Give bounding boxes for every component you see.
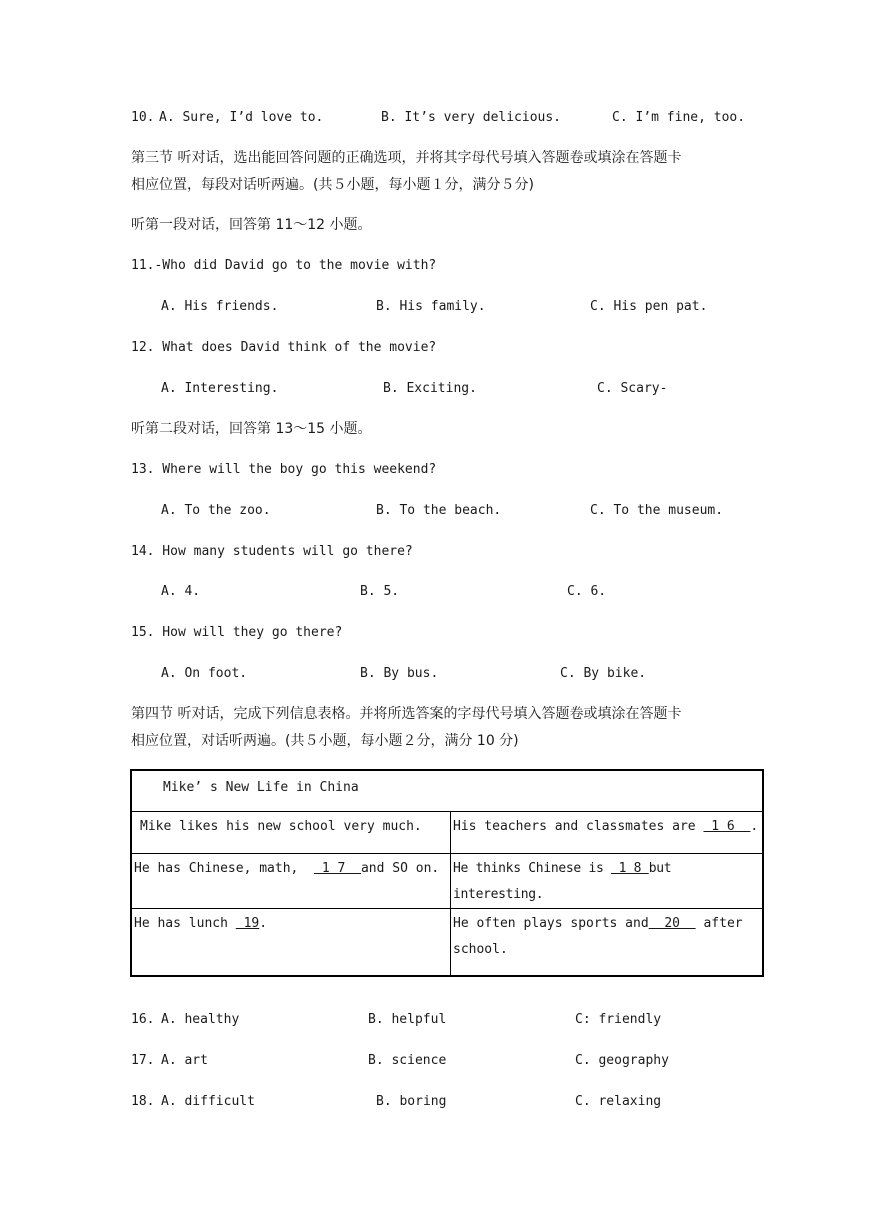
- table-r3-left-suffix: .: [259, 915, 268, 931]
- q13-option-c: C. To the museum.: [590, 503, 724, 518]
- section4-instructions-line1: 第四节 听对话，完成下列信息表格。并将所选答案的字母代号填入答题卷或填涂在答题卡: [131, 706, 682, 722]
- q17-number: 17.: [131, 1053, 155, 1068]
- table-title: Mike’ s New Life in China: [163, 780, 359, 795]
- table-cell-r3-right: [451, 908, 764, 976]
- q13-option-b: B. To the beach.: [376, 503, 502, 518]
- table-r2-right-suffix: but interesting.: [453, 860, 679, 902]
- table-r3-left-text: [132, 909, 450, 937]
- q11-question: 11.-Who did David go to the movie with?: [131, 258, 437, 273]
- blank-18: 1 8: [611, 860, 649, 876]
- q13-option-a: A. To the zoo.: [161, 503, 271, 518]
- table-r1-left-text: Mike likes his new school very much.: [140, 818, 422, 834]
- info-table: [130, 769, 764, 977]
- table-r1-right-prefix: His teachers and classmates are: [453, 818, 704, 834]
- q15-option-a: A. On foot.: [161, 666, 248, 681]
- q12-option-c: C. Scary-: [597, 381, 668, 396]
- section4-instructions-line2: 相应位置，对话听两遍。(共５小题，每小题２分，满分 10 分): [131, 733, 519, 749]
- q16-number: 16.: [131, 1012, 155, 1027]
- q17-option-c: C. geography: [575, 1053, 669, 1068]
- q12-option-b: B. Exciting.: [383, 381, 477, 396]
- q14-option-c: C. 6.: [567, 584, 607, 599]
- q15-option-c: C. By bike.: [560, 666, 647, 681]
- q17-option-b: B. science: [368, 1053, 447, 1068]
- q17-option-a: A. art: [161, 1053, 208, 1068]
- table-r2-right-text: [451, 854, 762, 908]
- blank-19: 19: [235, 915, 260, 931]
- table-cell-r2-left: [131, 853, 451, 908]
- q12-question: 12. What does David think of the movie?: [131, 340, 437, 355]
- table-cell-r1-left: [131, 811, 451, 853]
- q14-option-b: B. 5.: [360, 584, 400, 599]
- q10-number: 10.: [131, 110, 155, 125]
- blank-20: 20: [648, 915, 696, 931]
- table-r3-right-text: [451, 909, 755, 963]
- q10-option-a: A. Sure, I’d love to.: [159, 110, 324, 125]
- table-r2-left-prefix: He has Chinese, math,: [134, 860, 315, 876]
- table-cell-r2-right: [451, 853, 764, 908]
- dialog2-heading: 听第二段对话，回答第 13～15 小题。: [131, 421, 372, 437]
- q12-option-a: A. Interesting.: [161, 381, 279, 396]
- table-r1-right-suffix: .: [750, 818, 759, 834]
- section3-instructions-line2: 相应位置，每段对话听两遍。(共５小题，每小题１分，满分５分): [131, 177, 534, 193]
- table-r2-right-prefix: He thinks Chinese is: [453, 860, 612, 876]
- section3-instructions-line1: 第三节 听对话，选出能回答问题的正确选项，并将其字母代号填入答题卷或填涂在答题卡: [131, 150, 682, 166]
- q16-option-b: B. helpful: [368, 1012, 447, 1027]
- q15-question: 15. How will they go there?: [131, 625, 343, 640]
- q11-option-c: C. His pen pat.: [590, 299, 708, 314]
- q11-option-b: B. His family.: [376, 299, 486, 314]
- table-r2-left-suffix: and SO on.: [360, 860, 440, 876]
- table-r3-right-suffix: after school.: [453, 915, 751, 957]
- table-r2-left-text: [132, 854, 450, 882]
- q18-option-b: B. boring: [376, 1094, 447, 1109]
- table-cell-r1-right: [451, 811, 764, 853]
- q10-option-b: B. It’s very delicious.: [381, 110, 562, 125]
- table-cell-r3-left: [131, 908, 451, 976]
- table-r3-left-prefix: He has lunch: [134, 915, 236, 931]
- blank-17: 1 7: [314, 860, 361, 876]
- q13-question: 13. Where will the boy go this weekend?: [131, 462, 437, 477]
- q16-option-c: C: friendly: [575, 1012, 662, 1027]
- q18-option-c: C. relaxing: [575, 1094, 662, 1109]
- q16-option-a: A. healthy: [161, 1012, 240, 1027]
- q11-option-a: A. His friends.: [161, 299, 279, 314]
- q10-option-c: C. I’m fine, too.: [612, 110, 746, 125]
- dialog1-heading: 听第一段对话，回答第 11～12 小题。: [131, 217, 372, 233]
- q18-number: 18.: [131, 1094, 155, 1109]
- q14-option-a: A. 4.: [161, 584, 201, 599]
- q15-option-b: B. By bus.: [360, 666, 439, 681]
- table-r3-right-prefix: He often plays sports and: [453, 915, 649, 931]
- q18-option-a: A. difficult: [161, 1094, 255, 1109]
- blank-16: 1 6: [703, 818, 751, 834]
- q14-question: 14. How many students will go there?: [131, 544, 413, 559]
- table-title-cell: [131, 770, 763, 811]
- table-r1-right-text: [451, 812, 762, 840]
